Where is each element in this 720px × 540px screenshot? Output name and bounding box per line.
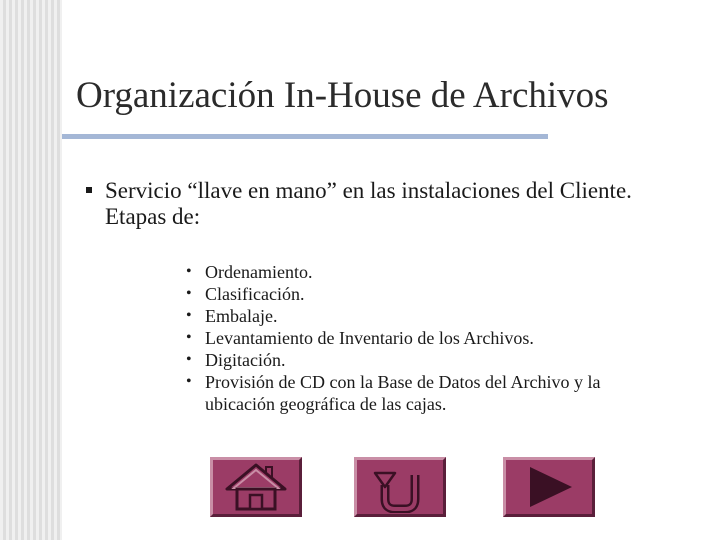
- home-button[interactable]: [210, 457, 302, 517]
- list-item: [186, 327, 666, 349]
- return-icon: [365, 461, 435, 513]
- bullet-dot-icon: •: [186, 285, 192, 302]
- stages-list: [186, 261, 666, 415]
- bullet-dot-icon: •: [186, 307, 192, 324]
- decorative-stripes: [0, 0, 62, 540]
- slide-title: Organización In-House de Archivos: [76, 75, 609, 116]
- return-button[interactable]: [354, 457, 446, 517]
- list-item-text: Levantamiento de Inventario de los Archivos.: [205, 328, 534, 348]
- list-item: [186, 349, 666, 371]
- list-item-text: Embalaje.: [205, 306, 278, 326]
- bullet-dot-icon: •: [186, 373, 192, 390]
- list-item-text: Digitación.: [205, 350, 286, 370]
- list-item-text: Clasificación.: [205, 284, 305, 304]
- next-button[interactable]: [503, 457, 595, 517]
- list-item: [186, 305, 666, 327]
- list-item: [186, 261, 666, 283]
- list-item: [186, 371, 666, 415]
- bullet-dot-icon: •: [186, 329, 192, 346]
- list-item-text: Ordenamiento.: [205, 262, 313, 282]
- bullet-dot-icon: •: [186, 263, 192, 280]
- list-item: [186, 283, 666, 305]
- bullet-dot-icon: •: [186, 351, 192, 368]
- main-bullet: [86, 178, 686, 230]
- list-item-text: Provisión de CD con la Base de Datos del Archivo y la ubicación geográfica de las cajas.: [205, 372, 601, 414]
- main-bullet-text: Servicio “llave en mano” en las instalaciones del Cliente. Etapas de:: [105, 178, 632, 229]
- next-arrow-icon: [514, 461, 584, 513]
- home-icon: [221, 461, 291, 513]
- square-bullet-icon: [86, 187, 92, 193]
- title-underline: [62, 134, 548, 139]
